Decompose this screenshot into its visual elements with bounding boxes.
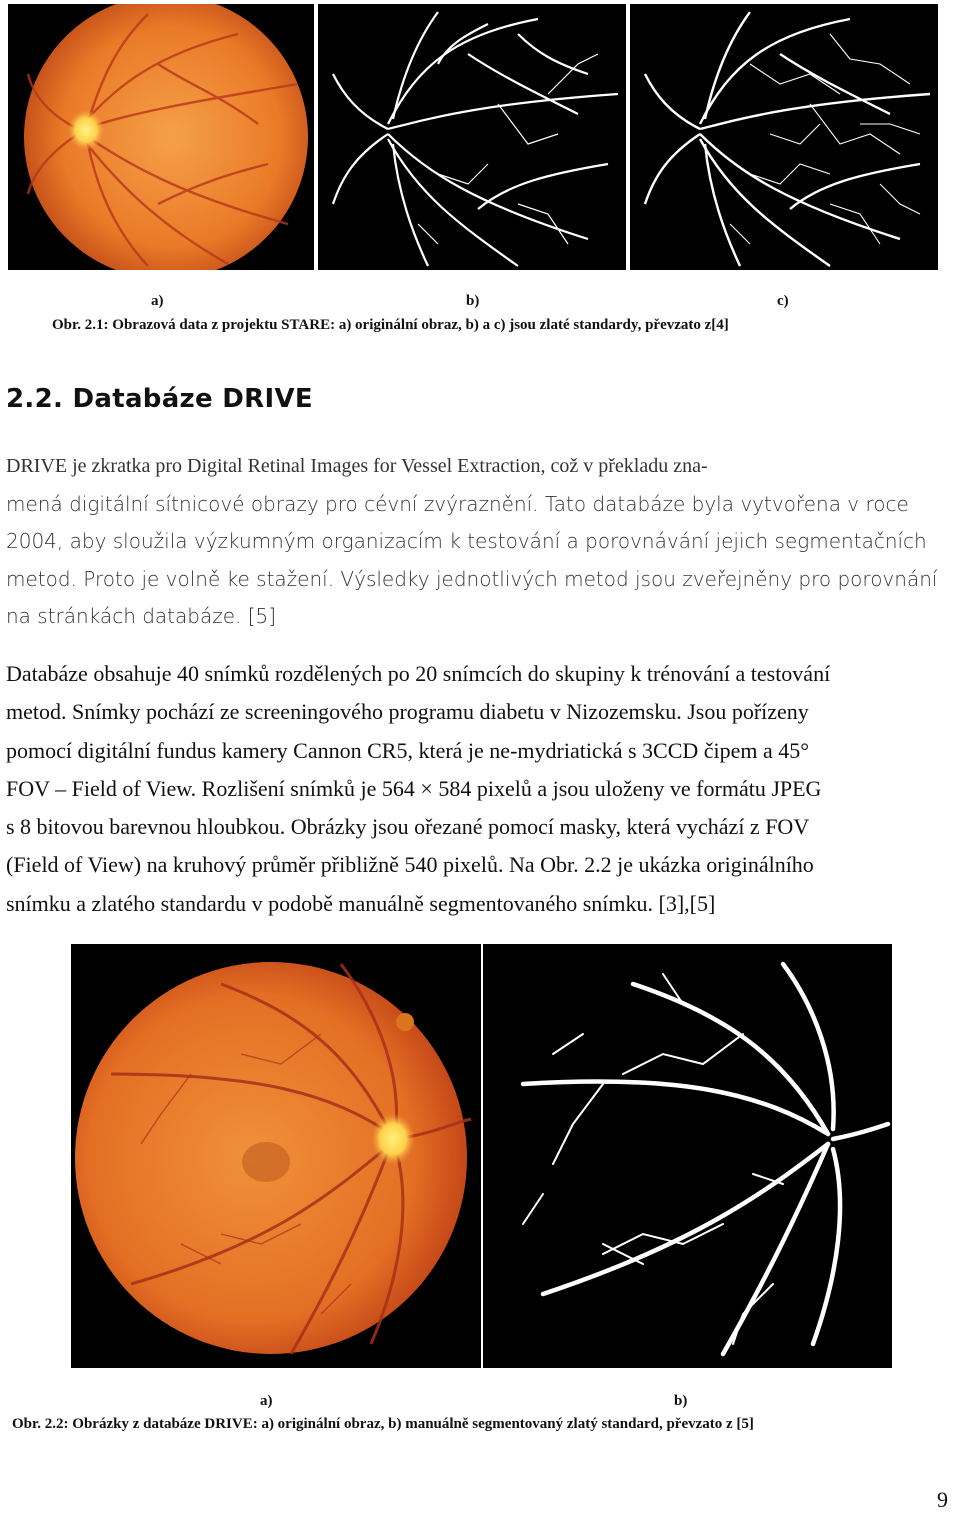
paragraph1-line: 2004, aby sloužila výzkumným organizacím k testování a porovnávání jejich segmentačních bbox=[6, 529, 927, 553]
figure1-label-a: a) bbox=[151, 293, 164, 309]
paragraph2-line: metod. Snímky pochází ze screeningového programu diabetu v Nizozemsku. Jsou pořízeny bbox=[6, 699, 809, 725]
paragraph2-line: snímku a zlatého standardu v podobě manuálně segmentovaného snímku. [3],[5] bbox=[6, 890, 716, 916]
paragraph-drive-intro bbox=[6, 448, 956, 636]
figure1-label-b: b) bbox=[466, 293, 480, 309]
paragraph2-line: FOV – Field of View. Rozlišení snímků je 564 × 584 pixelů a jsou uloženy ve formátu JPEG bbox=[6, 775, 822, 801]
figure2-label-b: b) bbox=[674, 1393, 688, 1409]
paragraph-drive-details bbox=[6, 655, 956, 923]
paragraph2-line: s 8 bitovou barevnou hloubkou. Obrázky jsou ořezané pomocí masky, která vychází z FOV bbox=[6, 814, 810, 840]
paragraph2-line: Databáze obsahuje 40 snímků rozdělených po 20 snímcích do skupiny k trénování a testování bbox=[6, 661, 831, 686]
paragraph2-line: (Field of View) na kruhový průměr přibližně 540 pixelů. Na Obr. 2.2 je ukázka originálního bbox=[6, 852, 814, 878]
paragraph1-line: na stránkách databáze. [5] bbox=[6, 604, 277, 628]
section-heading: 2.2. Databáze DRIVE bbox=[6, 384, 313, 414]
figure2-label-a: a) bbox=[260, 1393, 273, 1409]
figure1-label-c: c) bbox=[777, 293, 789, 309]
page-number: 9 bbox=[937, 1487, 948, 1512]
drive-original-image bbox=[71, 944, 481, 1368]
figure1-caption: Obr. 2.1: Obrazová data z projektu STARE: a) originální obraz, b) a c) jsou zlaté standardy, převzato z[4] bbox=[52, 317, 729, 333]
stare-gold-standard-b bbox=[318, 4, 626, 270]
paragraph1-line: mená digitální sítnicové obrazy pro cévní zvýraznění. Tato databáze byla vytvořena v roce bbox=[6, 491, 909, 516]
stare-original-image bbox=[8, 4, 314, 270]
drive-manual-segmentation bbox=[483, 944, 892, 1368]
figure2-caption: Obr. 2.2: Obrázky z databáze DRIVE: a) originální obraz, b) manuálně segmentovaný zlatý standard, převzato z [5] bbox=[12, 1416, 754, 1432]
paragraph1-line: DRIVE je zkratka pro Digital Retinal Images for Vessel Extraction, což v překladu zna- bbox=[6, 455, 708, 477]
stare-gold-standard-c bbox=[630, 4, 938, 270]
paragraph1-line: metod. Proto je volně ke stažení. Výsledky jednotlivých metod jsou zveřejněny pro porovnání bbox=[6, 566, 938, 591]
paragraph2-line: pomocí digitální fundus kamery Cannon CR5, která je ne-mydriatická s 3CCD čipem a 45° bbox=[6, 737, 810, 763]
